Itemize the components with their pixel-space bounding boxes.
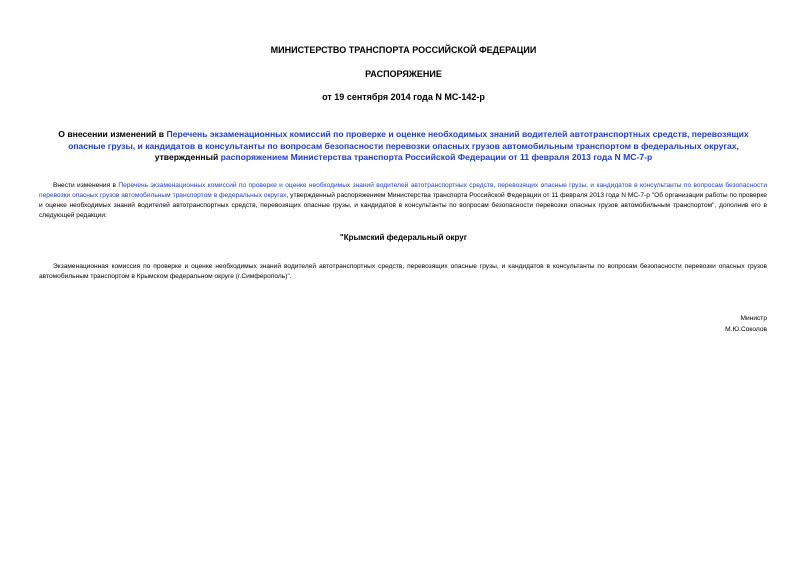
paragraph-commission: Экзаменационная комиссия по проверке и оценке необходимых знаний водителей автотранспортных средств, перевозящих опасные грузы, и кандидатов в консультанты по вопросам безопасности перевозки опасных грузов автомобильным транспортом в Крымском федеральном округе (г.Симферополь)". — [39, 263, 767, 280]
order-type-heading: РАСПОРЯЖЕНИЕ — [365, 69, 442, 79]
paragraph1-suffix: , дополнив его в следующей редакции: — [39, 202, 767, 219]
title-link-list[interactable]: Перечень экзаменационных комиссий по проверке и оценке необходимых знаний водителей автотранспортных средств, перевозящих опасные грузы, и кандидатов в консультанты по вопросам безопасности перевозки опасных грузов автомобильным транспортом в федеральных округах, — [68, 129, 749, 151]
region-heading: "Крымский федеральный округ — [339, 233, 468, 242]
signature-position: Министр — [740, 315, 767, 322]
title-middle: утвержденный — [154, 152, 221, 162]
paragraph1-prefix: Внести изменения в — [53, 182, 119, 189]
order-date-number: от 19 сентября 2014 года N МС-142-р — [322, 92, 485, 102]
paragraph1-link-list[interactable]: Перечень экзаменационных комиссий по проверке и оценке необходимых знаний водителей автотранспортных средств, перевозящих опасные грузы, и кандидатов в консультанты по вопросам безопасности перевозки опасных грузов автомобильным транспортом в федеральных округах — [39, 182, 767, 199]
paragraph1-order-ref: распоряжением Министерства транспорта Российской Федерации от 11 февраля 2013 года N МС-7-р "Об организации работы по проверке и оценке необходимых знаний водителей автотранспортных средств, перевозящих опасные грузы, и кандидатов в консультанты по вопросам безопасности перевозки опасных грузов автомобильным транспортом" — [39, 192, 767, 209]
ministry-heading: МИНИСТЕРСТВО ТРАНСПОРТА РОССИЙСКОЙ ФЕДЕРАЦИИ — [270, 45, 537, 55]
title-prefix: О внесении изменений в — [58, 129, 167, 139]
paragraph1-middle: , утвержденный — [286, 192, 337, 199]
paragraph-amendment — [39, 181, 767, 221]
signature-name: М.Ю.Соколов — [725, 326, 767, 333]
document-title — [40, 129, 767, 164]
title-link-order[interactable]: распоряжением Министерства транспорта Российской Федерации от 11 февраля 2013 года N МС-7-р — [220, 152, 653, 162]
